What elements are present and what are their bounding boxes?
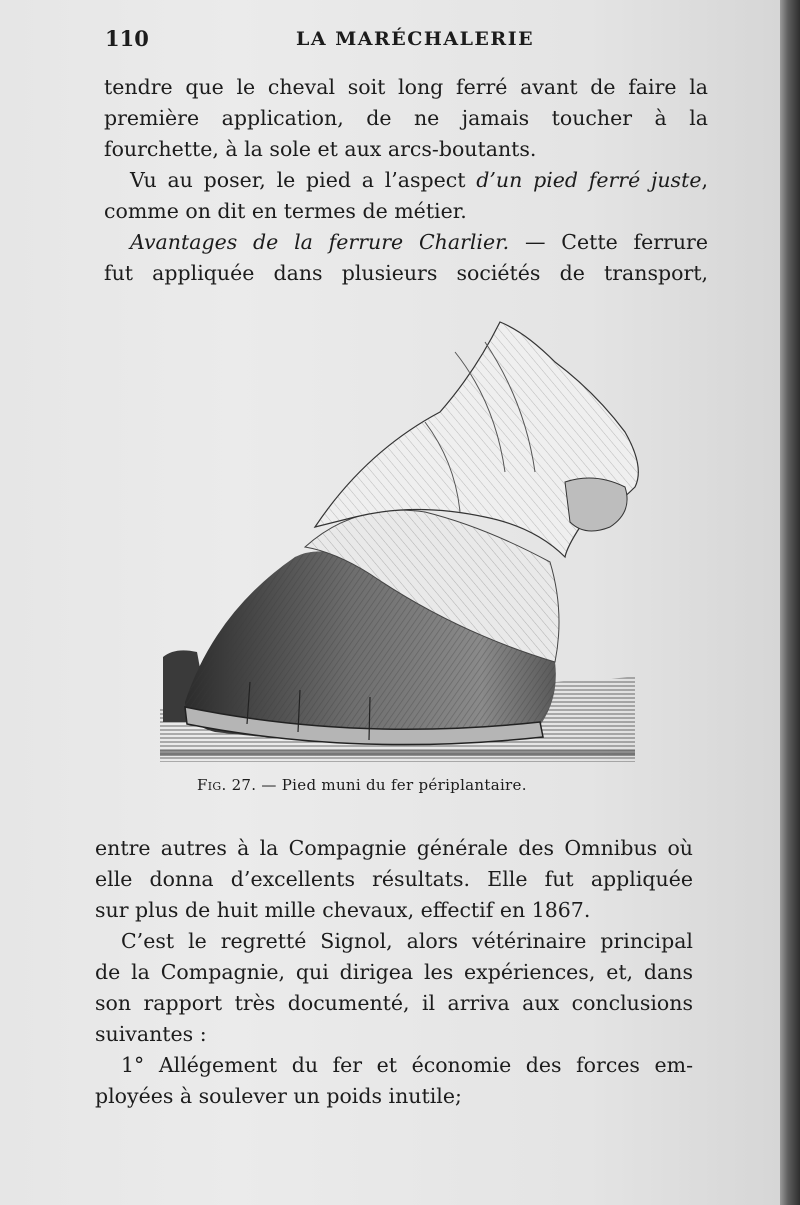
text-line: C’est le regretté Signol, alors vétérinaire principal xyxy=(121,929,693,953)
figure-caption xyxy=(197,776,527,794)
text-line: son rapport très documenté, il arriva aux conclusions xyxy=(95,991,693,1015)
text-block-bottom xyxy=(95,833,693,1112)
book-binding-edge xyxy=(780,0,800,1205)
text-line: Avantages de la ferrure Charlier. — Cette ferrure xyxy=(130,230,708,254)
text-line: de la Compagnie, qui dirigea les expériences, et, dans xyxy=(95,960,693,984)
italic-phrase: d’un pied ferré juste xyxy=(476,168,702,192)
text-line: Vu au poser, le pied a l’aspect d’un pied ferré juste, xyxy=(130,168,708,192)
section-heading: Avantages de la ferrure Charlier. xyxy=(130,230,510,254)
figure-caption-text: — Pied muni du fer périplantaire. xyxy=(256,776,527,794)
hoof-illustration xyxy=(155,312,645,772)
text-line: fut appliquée dans plusieurs sociétés de transport, xyxy=(104,261,708,285)
hoof-engraving xyxy=(155,312,645,772)
text-line: tendre que le cheval soit long ferré avant de faire la xyxy=(104,75,708,99)
text-line: entre autres à la Compagnie générale des Omnibus où xyxy=(95,836,693,860)
text-line: elle donna d’excellents résultats. Elle fut appliquée xyxy=(95,867,693,891)
text-line: ployées à soulever un poids inutile; xyxy=(95,1084,462,1108)
page-number: 110 xyxy=(105,26,149,51)
text-line: fourchette, à la sole et aux arcs-boutants. xyxy=(104,137,537,161)
running-title: LA MARÉCHALERIE xyxy=(296,28,535,50)
text-line: 1° Allégement du fer et économie des forces em- xyxy=(121,1053,693,1077)
text-line: sur plus de huit mille chevaux, effectif en 1867. xyxy=(95,898,591,922)
figure-number: Fig. 27. xyxy=(197,776,257,794)
text-line: première application, de ne jamais toucher à la xyxy=(104,106,708,130)
text-line: suivantes : xyxy=(95,1022,207,1046)
text-block-top xyxy=(104,72,708,289)
text-line: comme on dit en termes de métier. xyxy=(104,199,467,223)
running-head xyxy=(100,26,700,56)
